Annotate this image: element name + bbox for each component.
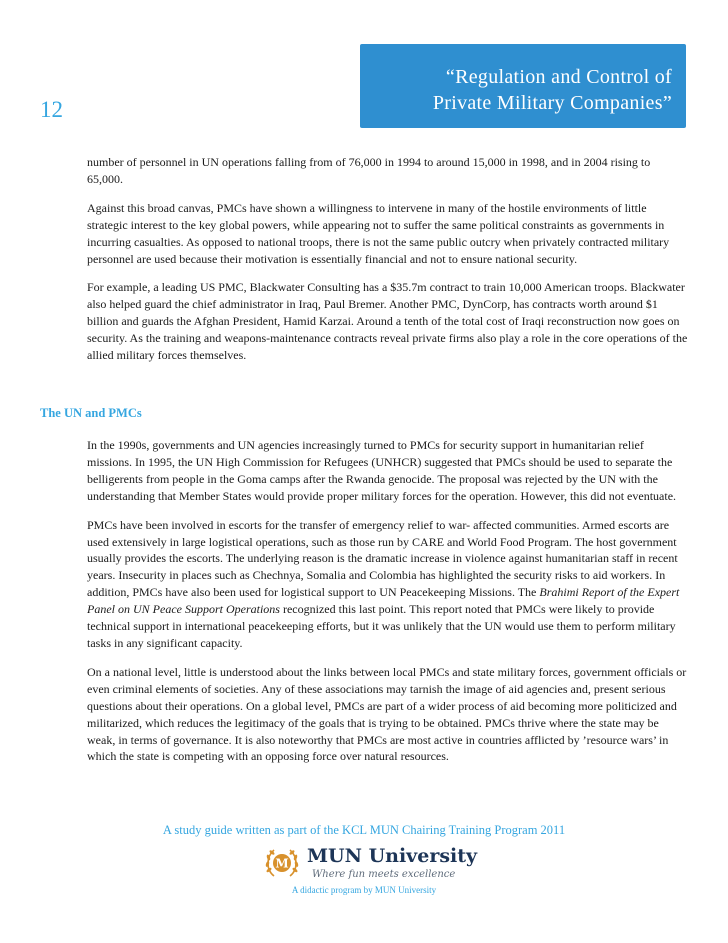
mun-university-logo <box>262 843 478 887</box>
title-line-1: “Regulation and Control of <box>445 66 672 88</box>
logo-tagline: Where fun meets excellence <box>312 869 456 880</box>
paragraph-4: In the 1990s, governments and UN agencies increasingly turned to PMCs for security support in humanitarian relief missions. In 1995, the UN High Commission for Refugees (UNHCR) suggested that PMCs should be used to separate the belligerents from people in the Goma camps after the Rwanda genocide. The proposal was rejected by the UN with the understanding that Member States would provide proper military forces for the operation. However, this did not eventuate. <box>87 438 677 503</box>
report-title: Brahimi Report of the Expert Panel on UN Peace Support Operations <box>87 585 680 617</box>
paragraph-5-end: recognized this last point. This report noted that PMCs were likely to provide technical support in international peacekeeping efforts, but it was unlikely that the UN would use them to perform military tasks in any significant capacity. <box>87 602 676 650</box>
paragraph-3: For example, a leading US PMC, Blackwater Consulting has a $35.7m contract to train 10,000 American troops. Blackwater also helped guard the chief administrator in Iraq, Paul Bremer. Another PMC, DynCorp, has contracts worth around $1 billion and guards the Afghan President, Hamid Karzai. Around a tenth of the total cost of Iraqi reconstruction now goes on security. As the training and weapons-maintenance contracts reveal private firms also play a role in the core operations of the allied military forces themselves. <box>87 280 688 363</box>
title-line-2: Private Military Companies” <box>432 92 672 114</box>
laurel-emblem-icon <box>262 843 302 883</box>
section-heading: The UN and PMCs <box>40 406 142 420</box>
page-number: 12 <box>40 97 63 122</box>
study-guide-note: A study guide written as part of the KCL MUN Chairing Training Program 2011 <box>162 823 566 837</box>
paragraph-1: number of personnel in UN operations falling from of 76,000 in 1994 to around 15,000 in 1998, and in 2004 rising to 65,000. <box>87 155 651 186</box>
document-title <box>370 64 672 116</box>
paragraph-6: On a national level, little is understood about the links between local PMCs and state military forces, government officials or even criminal elements of societies. Any of these associations may tarnish the image of aid agencies and, present serious questions about their operations. On a global level, PMCs are part of a wider process of aid becoming more politicized and militarized, which reduces the legitimacy of the goals that is trying to be obtained. PMCs thrive where the state may be weak, in terms of governance. It is also noteworthy that PMCs are most active in countries afflicted by ’resource wars’ in which the state is competing with an opposing force over natural resources. <box>87 664 687 764</box>
body-text-top <box>87 154 689 376</box>
logo-letter: M <box>275 856 289 871</box>
didactic-note: A didactic program by MUN University <box>291 885 437 895</box>
paragraph-5 <box>87 517 689 652</box>
paragraph-5-start: PMCs have been involved in escorts for the transfer of emergency relief to war- affected communities. Armed escorts are used extensively in large logistical operations, such as those run by CARE and World Food Program. The host government usually provides the escorts. The underlying reason is the dramatic increase in violence against humanitarian staff in recent years. Insecurity in places such as Chechnya, Somalia and Colombia has highlighted the security risks to aid workers. In addition, PMCs have also been used for logistical support to UN Peacekeeping Missions. The <box>87 517 678 600</box>
paragraph-2: Against this broad canvas, PMCs have shown a willingness to intervene in many of the hostile environments of little strategic interest to the key global powers, while appearing not to suffer the same political constraints as governments in incurring casualties. As opposed to national troops, there is not the same public outcry when privately contracted military personnel are used because their motivation is essentially financial and not to ensure national security. <box>87 200 670 266</box>
body-text-section <box>87 437 689 777</box>
logo-name: MUN University <box>307 845 478 867</box>
